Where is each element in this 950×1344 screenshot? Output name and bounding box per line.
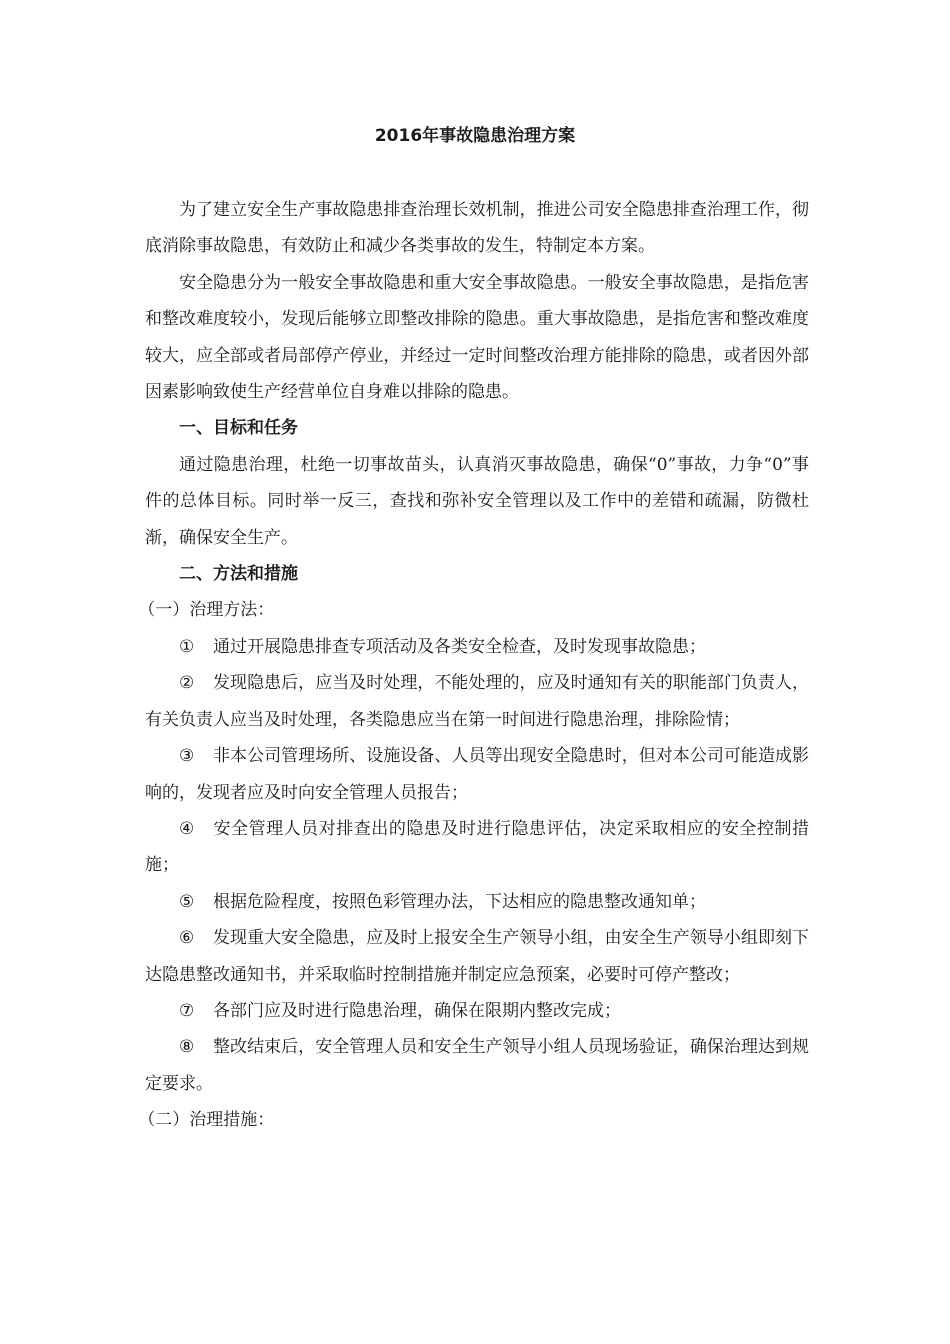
item-text: 发现重大安全隐患，应及时上报安全生产领导小组，由安全生产领导小组即刻下达隐患整改通知书，并采取临时控制措施并制定应急预案，必要时可停产整改； xyxy=(145,928,809,985)
item-text: 通过开展隐患排查专项活动及各类安全检查，及时发现事故隐患； xyxy=(213,636,706,657)
intro-paragraph-2: 安全隐患分为一般安全事故隐患和重大安全事故隐患。一般安全事故隐患，是指危害和整改难度较小，发现后能够立即整改排除的隐患。重大事故隐患，是指危害和整改难度较大，应全部或者局部停产停业，并经过一定时间整改治理方能排除的隐患，或者因外部因素影响致使生产经营单位自身难以排除的隐患。 xyxy=(145,272,809,403)
subsection-2-heading: （二）治理措施： xyxy=(138,1110,275,1131)
document-title: 2016年事故隐患治理方案 xyxy=(374,126,576,146)
item-number: ③ xyxy=(179,746,195,767)
subsection-1-heading: （一）治理方法： xyxy=(138,600,275,621)
list-item xyxy=(145,993,809,1029)
list-item xyxy=(145,811,809,884)
document-body xyxy=(138,192,809,1139)
list-item xyxy=(145,884,809,920)
list-item xyxy=(145,738,809,811)
section-2-heading: 二、方法和措施 xyxy=(179,564,298,585)
item-number: ② xyxy=(179,673,195,694)
list-item xyxy=(145,920,809,993)
section-1-heading: 一、目标和任务 xyxy=(179,418,298,439)
item-text: 安全管理人员对排查出的隐患及时进行隐患评估，决定采取相应的安全控制措施； xyxy=(145,818,809,876)
list-item xyxy=(145,629,809,665)
item-text: 发现隐患后，应当及时处理，不能处理的，应及时通知有关的职能部门负责人，有关负责人应当及时处理，各类隐患应当在第一时间进行隐患治理，排除险情； xyxy=(145,673,809,730)
item-text: 根据危险程度，按照色彩管理办法，下达相应的隐患整改通知单； xyxy=(213,891,706,912)
list-item xyxy=(145,665,809,738)
item-number: ⑤ xyxy=(179,891,195,912)
intro-paragraph-1: 为了建立安全生产事故隐患排查治理长效机制，推进公司安全隐患排查治理工作，彻底消除事故隐患，有效防止和减少各类事故的发生，特制定本方案。 xyxy=(145,200,809,257)
item-number: ⑦ xyxy=(179,1000,195,1021)
item-number: ① xyxy=(179,636,195,657)
section-1-paragraph: 通过隐患治理，杜绝一切事故苗头，认真消灭事故隐患，确保“0”事故，力争“0”事件的总体目标。同时举一反三，查找和弥补安全管理以及工作中的差错和疏漏，防微杜渐，确保安全生产。 xyxy=(145,454,809,548)
item-text: 非本公司管理场所、设施设备、人员等出现安全隐患时，但对本公司可能造成影响的，发现者应及时向安全管理人员报告； xyxy=(145,746,809,803)
item-text: 各部门应及时进行隐患治理，确保在限期内整改完成； xyxy=(213,1000,621,1021)
item-text: 整改结束后，安全管理人员和安全生产领导小组人员现场验证，确保治理达到规定要求。 xyxy=(145,1037,809,1094)
item-number: ⑧ xyxy=(179,1037,195,1058)
item-number: ⑥ xyxy=(179,928,195,949)
item-number: ④ xyxy=(179,818,195,839)
list-item xyxy=(145,1029,809,1102)
